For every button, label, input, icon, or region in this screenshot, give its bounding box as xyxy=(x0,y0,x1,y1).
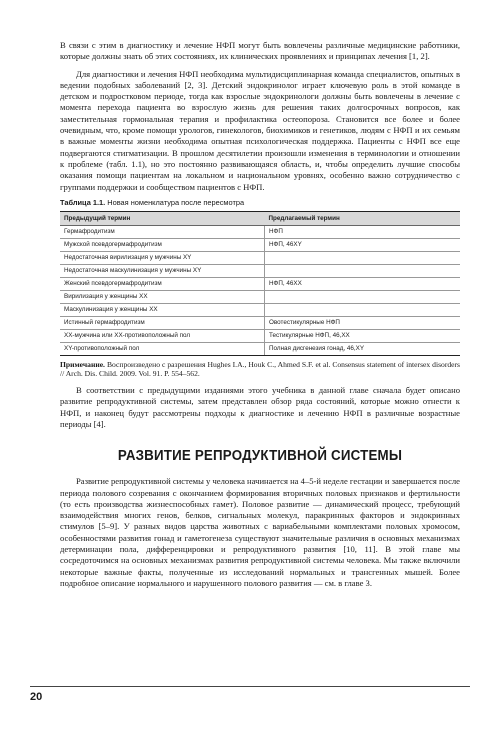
paragraph-team: Для диагностики и лечения НФП необходима мультидисциплинарная команда специалистов, опытных в ведении подобных заболеваний [2, 3]. Детский эндокринолог играет ключевую роль в этой команде в детском и подростковом периоде, тогда как взрослые эндокринологи должны быть вовлечены в лечение с момента перехода пациента во взрослую жизнь для решения таких долгосрочных вопросов, как заместительная гормональная терапия и профилактика остеопороза. Становится все более и более очевидным, что, кроме помощи урологов, гинекологов, биохимиков и генетиков, людям с НФП и их семьям в важные моменты жизни необходима опытная психологическая поддержка. Пациенты с НФП все еще подвергаются стигматизации. В прошлом десятилетии произошли изменения в терминологии и отношении к проблеме (табл. 1.1), но это постоянно развивающаяся область, и, чтобы определить лучшие способы оказания помощи пациентам на локальном и национальном уровнях, особенно важно сотрудничество с группами поддержки и сообществом пациентов с НФП. xyxy=(60,68,460,192)
table-cell-proposed: НФП, 46XY xyxy=(265,238,461,251)
table-cell-previous: XX-мужчина или XX-противоположный пол xyxy=(60,329,265,342)
page-number: 20 xyxy=(30,691,43,703)
table-cell-proposed xyxy=(265,290,461,303)
table-row xyxy=(60,329,460,342)
page-footer xyxy=(30,686,470,703)
table-note-text: Воспроизведено с разрешения Hughes I.A., Houk C., Ahmed S.F. et al. Consensus statement of intersex disorders // Arch. Dis. Child. 2009. Vol. 91. P. 554–562. xyxy=(60,359,460,379)
table-row xyxy=(60,342,460,355)
table-header-previous: Предыдущий термин xyxy=(60,211,265,225)
table-cell-previous: Маскулинизация у женщины XX xyxy=(60,303,265,316)
table-row xyxy=(60,277,460,290)
table-cell-previous: Вирилизация у женщины XX xyxy=(60,290,265,303)
table-row xyxy=(60,225,460,238)
footer-divider xyxy=(30,686,470,687)
paragraph-development: Развитие репродуктивной системы у человека начинается на 4–5-й неделе гестации и завершается после периода полового созревания с окончанием формирования вторичных половых признаков и фертильности (то есть производства жизнеспособных гамет). Половое развитие — динамический процесс, требующий взаимодействия многих генов, белков, сигнальных молекул, паракринных факторов и эндокринных стимулов [5–9]. У разных видов царства животных с вариабельными комплектами половых хромосом, особенностями развития гонад и гаметогенеза существуют значительные различия в основных механизмах детерминации пола, дифференцировки и репродуктивного развития [10, 11]. В этой главе мы сосредоточимся на основных механизмах развития репродуктивной системы человека. Мы также включили некоторые важные факты, полученные из исследований нормальных и трансгенных мышей. Более подробное описание нормального и нарушенного полового развития — см. в главе 3. xyxy=(60,476,460,588)
table-cell-previous: Недостаточная маскулинизация у мужчины XY xyxy=(60,264,265,277)
table-row xyxy=(60,251,460,264)
table-cell-previous: Недостаточная вирилизация у мужчины XY xyxy=(60,251,265,264)
table-row xyxy=(60,264,460,277)
table-row xyxy=(60,303,460,316)
table-cell-previous: XY-противоположный пол xyxy=(60,342,265,355)
table-cell-previous: Женский псевдогермафродитизм xyxy=(60,277,265,290)
table-cell-proposed xyxy=(265,264,461,277)
table-caption-text: Новая номенклатура после пересмотра xyxy=(107,197,245,207)
table-row xyxy=(60,316,460,329)
table-cell-proposed: Тестикулярные НФП, 46,XX xyxy=(265,329,461,342)
table-cell-proposed xyxy=(265,251,461,264)
table-note-label: Примечание. xyxy=(60,359,105,369)
section-heading: РАЗВИТИЕ РЕПРОДУКТИВНОЙ СИСТЕМЫ xyxy=(117,448,403,465)
table-header-proposed: Предлагаемый термин xyxy=(265,211,461,225)
table-cell-previous: Мужской псевдогермафродитизм xyxy=(60,238,265,251)
table-header-row xyxy=(60,211,460,225)
table-cell-proposed: Полная дисгенезия гонад, 46,XY xyxy=(265,342,461,355)
table-cell-proposed: НФП, 46XX xyxy=(265,277,461,290)
table-cell-proposed: Овотестикулярные НФП xyxy=(265,316,461,329)
page-content xyxy=(60,40,460,589)
table-cell-previous: Гермафродитизм xyxy=(60,225,265,238)
table-cell-proposed: НФП xyxy=(265,225,461,238)
table-note xyxy=(60,360,460,379)
paragraph-intro: В связи с этим в диагностику и лечение НФП могут быть вовлечены различные медицинские работники, которые должны знать об этих состояниях, их клинических проявлениях и принципах лечения [1, 2]. xyxy=(60,40,460,62)
table-cell-previous: Истинный гермафродитизм xyxy=(60,316,265,329)
table-caption xyxy=(60,198,460,207)
paragraph-overview: В соответствии с предыдущими изданиями этого учебника в данной главе сначала будет описано развитие репродуктивной системы, затем представлен обзор ряда состояний, которые можно отнести к НФП, и наконец будут рассмотрены подходы к диагностике и лечению НФП в различные возрастные периоды [4]. xyxy=(60,385,460,429)
table-row xyxy=(60,290,460,303)
table-cell-proposed xyxy=(265,303,461,316)
table-row xyxy=(60,238,460,251)
table-caption-label: Таблица 1.1. xyxy=(60,197,106,207)
nomenclature-table xyxy=(60,211,460,356)
